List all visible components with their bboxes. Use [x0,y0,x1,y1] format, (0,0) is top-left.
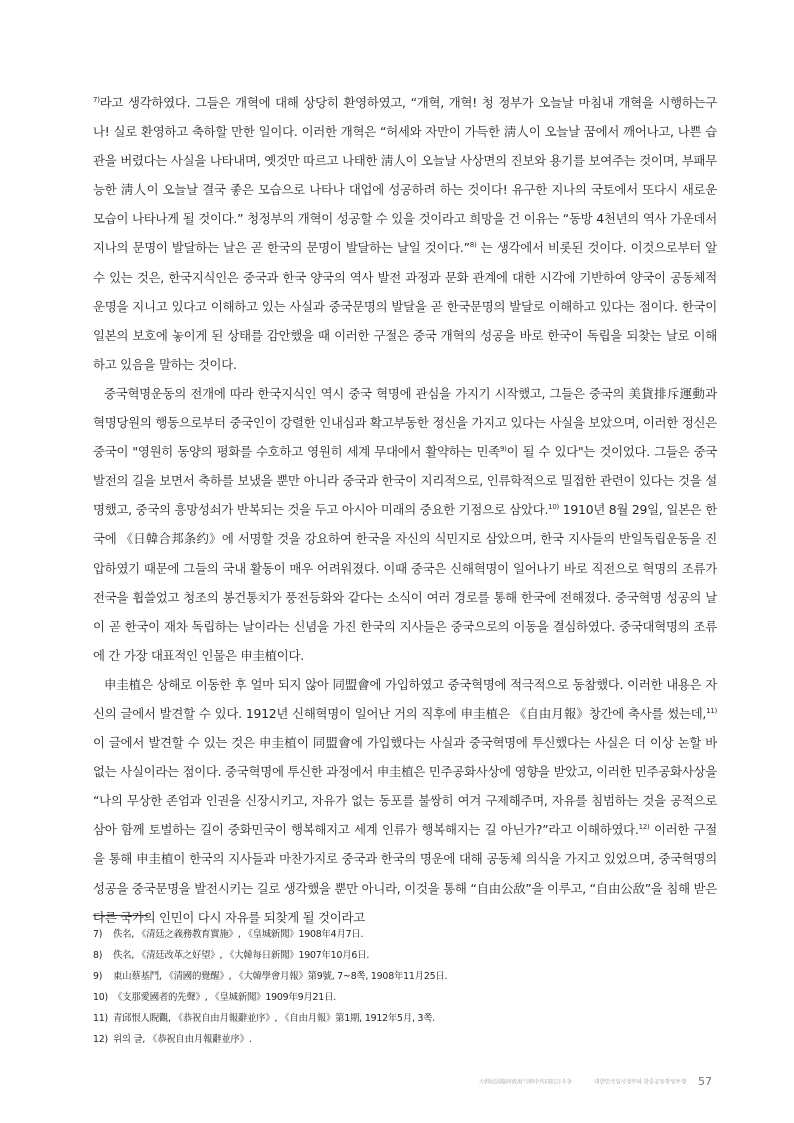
footnote-text: 《支那愛國者的先聲》, 《皇城新聞》1909年9月21日. [113,992,337,1003]
footer-chinese-title: 大韩民国临时政府与韩中共同抗日斗争 [478,1079,573,1086]
paragraph-3-text-c: 이러한 구절을 통해 申圭植이 한국의 지사들과 마찬가지로 중국과 한국의 명운에 대해 공동체 의식을 가지고 있었으며, 중국혁명의 성공을 중국문명을 발전시키는 길로 생각했을 뿐만 아니라, 이것을 통해 “自由公敌”을 이루고, “自由公敌”을 침해 받은 다른 국가의 인민이 다시 자유를 되찾게 될 것이라고 [93,822,717,925]
footnote-ref-12: 12) [638,823,650,832]
footnote-number: 11) [93,1013,108,1024]
body-text [93,88,717,932]
footnote-text: 佚名, 《清廷之義務教育實施》, 《皇城新聞》1908年4月7日. [113,929,364,940]
footnote-text: 佚名, 《清廷改革之好望》, 《大韓每日新聞》1907年10月6日. [113,950,370,961]
paragraph-2-text-a: 중국혁명운동의 전개에 따라 한국지식인 역시 중국 혁명에 관심을 가지기 시작했고, 그들은 중국의 美貨排斥運動과 혁명당원의 행동으로부터 중국인이 강렬한 인내심과 확고부동한 정신을 가지고 있다는 사실을 보았으며, 이러한 정신은 중국이 "영원히 동양의 평화를 수호하고 영원히 세계 무대에서 활약하는 민족 [93,385,717,460]
paragraph-2-text-c: 1910년 8월 29일, 일본은 한국에 《日韓合邦条约》에 서명할 것을 강요하여 한국을 자신의 식민지로 삼았으며, 한국 지사들의 반일독립운동을 진압하였기 때문에 그들의 국내 활동이 매우 어려워졌다. 이때 중국은 신해혁명이 일어나기 바로 직전으로 혁명의 조류가 전국을 휩쓸었고 청조의 봉건통치가 풍전등화와 같다는 소식이 여러 경로를 통해 한국에 전해졌다. 중국혁명 성공의 날이 곧 한국이 재차 독립하는 날이라는 신념을 가진 한국의 지사들은 중국으로의 이동을 결심하였다. 중국대혁명의 조류에 간 가장 대표적인 인물은 申圭植이다. [93,502,717,663]
page-footer [479,1071,712,1090]
paragraph-3-text-a: 申圭植은 상해로 이동한 후 얼마 되지 않아 同盟會에 가입하였고 중국혁명에 적극적으로 동참했다. 이러한 내용은 자신의 글에서 발견할 수 있다. 1912년 신해혁명이 일어난 거의 직후에 申圭植은 《自由月報》창간에 축사를 썼는데, [93,676,717,721]
footnote-ref-10: 10) [548,503,560,512]
footnote-text: 青邱恨人睨觀, 《恭祝自由月報辭並序》, 《自由月報》第1期, 1912年5月, 3쪽. [113,1013,435,1024]
footnote-12 [93,1029,717,1050]
footnote-ref-11: 11) [706,706,717,715]
footnote-8 [93,945,717,966]
footer-korean-title: 대한민국임시정부와 한중공동항일투쟁 [594,1079,686,1086]
footnote-number: 12) [93,1034,108,1045]
footnote-divider [93,915,148,916]
footnote-ref-8: 8) [469,241,477,250]
paragraph-3 [93,670,717,932]
footnote-ref-7: 7) [93,96,100,104]
footnote-11 [93,1008,717,1029]
footnote-number: 9) [93,971,103,982]
paragraph-2-text-b: 이 될 수 있다"는 것이었다. 그들은 중국 발전의 길을 보면서 축하를 보냈을 뿐만 아니라 중국과 한국이 지리적으로, 인류학적으로 밀접한 관련이 있다는 것을 설명했고, 중국의 흥망성쇠가 반복되는 것을 두고 아시아 미래의 중요한 기점으로 삼았다. [93,444,718,518]
paragraph-3-text-b: 이 글에서 발견할 수 있는 것은 申圭植이 同盟會에 가입했다는 사실과 중국혁명에 투신했다는 사실은 더 이상 논할 바 없는 사실이라는 점이다. 중국혁명에 투신한 과정에서 申圭植은 민주공화사상에 영향을 받았고, 이러한 민주공화사상을 “나의 무상한 존엄과 인권을 신장시키고, 자유가 없는 동포를 불쌍히 여겨 구제해주며, 자유를 침범하는 것을 공적으로 삼아 함께 토벌하는 길이 중화민국이 행복해지고 세계 인류가 행복해지는 길 아닌가?”라고 이해하였다. [93,735,717,838]
paragraph-1-text-b: 는 생각에서 비롯된 것이다. 이것으로부터 알 수 있는 것은, 한국지식인은 중국과 한국 양국의 역사 발전 과정과 문화 관계에 대한 시각에 기반하여 양국이 공동체적 운명을 지니고 있다고 이해하고 있는 사실과 중국문명의 발달을 곧 한국문명의 발달로 이해하고 있다는 점이다. 한국이 일본의 보호에 놓이게 된 상태를 감안했을 때 이러한 구절은 중국 개혁의 성공을 바로 한국이 독립을 되찾는 날로 이해하고 있음을 말하는 것이다. [93,240,717,372]
footnotes [93,924,717,1050]
paragraph-1 [93,88,717,379]
footnote-number: 10) [93,992,108,1003]
footnote-7 [93,924,717,945]
footnote-10 [93,987,717,1008]
footnote-number: 7) [93,929,103,940]
page-number: 57 [698,1075,712,1088]
footnote-number: 8) [93,950,103,961]
paragraph-2 [93,379,717,670]
paragraph-1-text-a: 라고 생각하였다. 그들은 개혁에 대해 상당히 환영하였고, “개혁, 개혁! 청 정부가 오늘날 마침내 개혁을 시행하는구나! 실로 환영하고 축하할 만한 일이다. 이러한 개혁은 “허세와 자만이 가득한 淸人이 오늘날 꿈에서 깨어나고, 나쁜 습관을 버렸다는 사실을 나타내며, 옛것만 따르고 나태한 淸人이 오늘날 사상면의 진보와 용기를 보여주는 것이며, 부패무능한 淸人이 오늘날 결국 좋은 모습으로 나타나 대업에 성공하려 하는 것이다! 유구한 지나의 국토에서 또다시 새로운 모습이 나타나게 될 것이다.” 청정부의 개혁이 성공할 수 있을 것이라고 희망을 건 이유는 “동방 4천년의 역사 가운데서 지나의 문명이 발달하는 날은 곧 한국의 문명이 발달하는 날일 것이다.” [93,95,717,256]
footnote-9 [93,966,717,987]
footnote-text: 東山蔡基鬥, 《清國的覺醒》, 《大韓學會月報》第9號, 7~8쪽, 1908年11月25日. [113,971,448,982]
footnote-ref-9: 9) [499,445,507,454]
footnote-text: 위의 글, 《恭祝自由月報辭並序》. [113,1034,252,1045]
